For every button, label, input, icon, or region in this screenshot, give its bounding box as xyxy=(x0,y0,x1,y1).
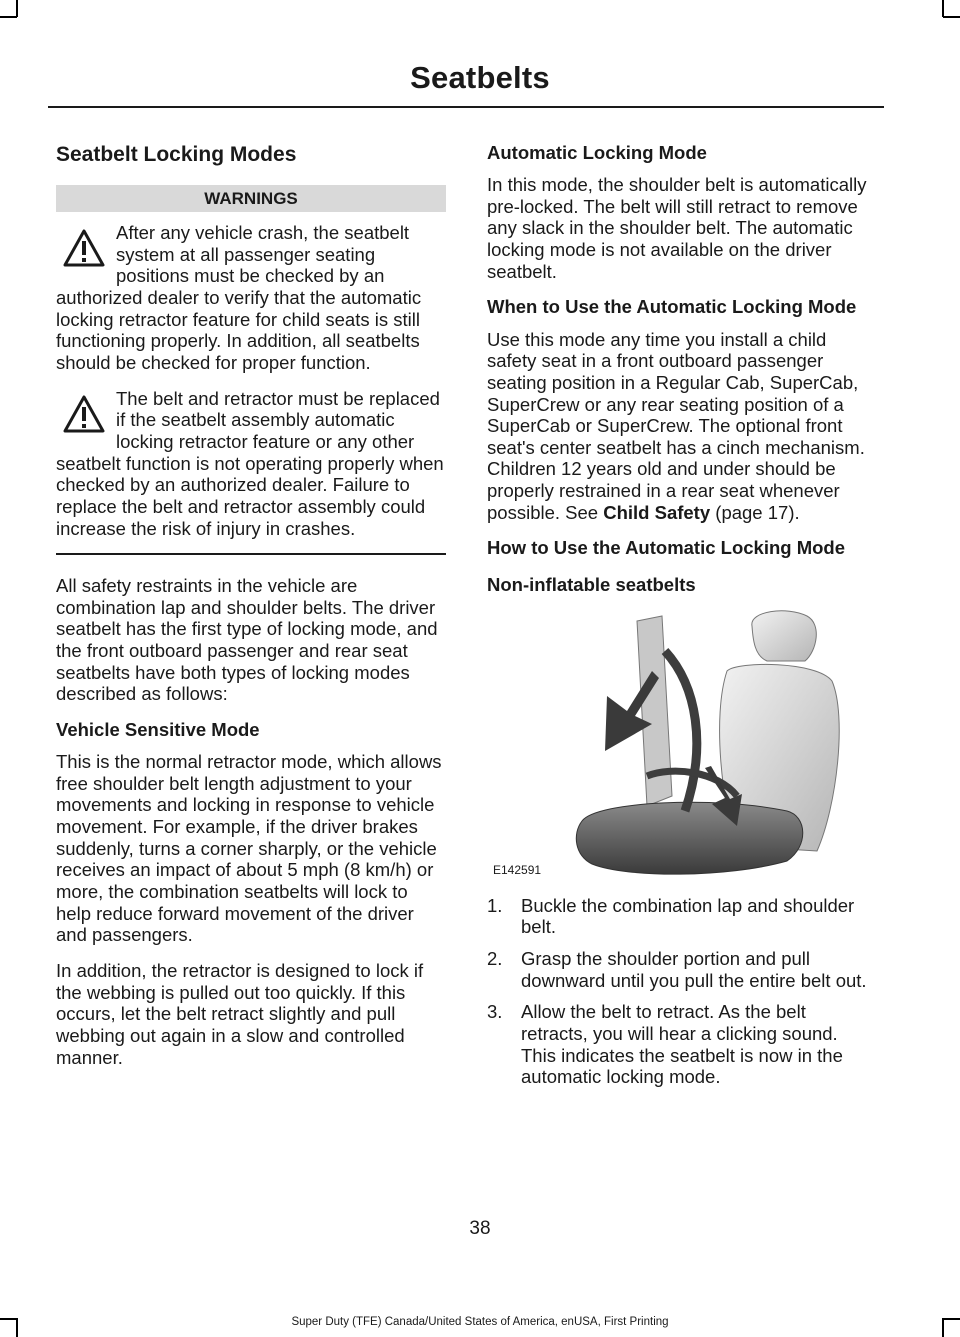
header-rule xyxy=(48,106,884,108)
list-item: 2. Grasp the shoulder portion and pull downward until you pull the entire belt out. xyxy=(487,948,867,991)
warning-2 xyxy=(56,388,446,539)
crop-mark xyxy=(943,16,960,18)
vsm-heading: Vehicle Sensitive Mode xyxy=(56,719,260,740)
page-ref: (page 17). xyxy=(710,501,800,523)
when-heading: When to Use the Automatic Locking Mode xyxy=(487,296,857,318)
seatbelt-illustration xyxy=(487,606,877,881)
right-column xyxy=(487,142,877,1098)
crop-mark xyxy=(0,16,17,18)
list-item: 3. Allow the belt to retract. As the belt retracts, you will hear a clicking sound. This indicates the seatbelt is now in the automatic locking mode. xyxy=(487,1001,843,1088)
crop-mark xyxy=(942,0,944,17)
section-heading: Seatbelt Locking Modes xyxy=(56,143,297,166)
when-paragraph xyxy=(487,329,877,524)
warning-triangle-icon xyxy=(62,228,106,268)
list-item: 1. Buckle the combination lap and shoulder belt. xyxy=(487,894,855,938)
figure-label: E142591 xyxy=(493,862,542,877)
left-column xyxy=(56,142,446,1082)
warning-text: After any vehicle crash, the seatbelt system at all passenger seating positions must be checked by an authorized dealer to verify that the automatic locking retractor feature for child seats is still functioning properly. In addition, all seatbelts should be checked for proper function. xyxy=(56,222,422,374)
footer-text: Super Duty (TFE) Canada/United States of America, enUSA, First Printing xyxy=(291,1316,669,1328)
warnings-end-rule xyxy=(56,553,446,555)
crop-mark xyxy=(16,0,18,17)
intro-paragraph: All safety restraints in the vehicle are combination lap and shoulder belts. The driver seatbelt has the first type of locking mode, and the front outboard passenger and rear seat seatbelts have both types of locking modes described as follows: xyxy=(56,575,438,705)
warnings-banner: WARNINGS xyxy=(56,185,446,212)
alm-paragraph: In this mode, the shoulder belt is automatically pre-locked. The belt will still retract to remove any slack in the shoulder belt. The automatic locking mode is not available on the driver seatbelt. xyxy=(487,174,867,282)
when-text: Use this mode any time you install a child safety seat in a front outboard passenger seating position in a Regular Cab, SuperCab, SuperCrew or any rear seating position of a SuperCab or SuperCrew. The optional front seat's center seatbelt has a cinch mechanism. Children 12 years old and under should be properly restrained in a rear seat whenever possible. See xyxy=(487,328,865,523)
warning-1 xyxy=(56,222,446,373)
alm-heading: Automatic Locking Mode xyxy=(487,142,707,163)
noninflatable-heading: Non-inflatable seatbelts xyxy=(487,573,696,595)
seat-illustration-icon xyxy=(487,606,877,881)
child-safety-link[interactable]: Child Safety xyxy=(603,501,711,523)
steps-list xyxy=(487,895,877,1088)
vsm-paragraph-1: This is the normal retractor mode, which allows free shoulder belt length adjustment to your movements and locking in response to vehicle movement. For example, if the driver brakes suddenly, turns a corner sharply, or the vehicle receives an impact of about 5 mph (8 km/h) or more, the combination seatbelts will lock to help reduce forward movement of the driver and passengers. xyxy=(56,751,442,946)
page-number: 38 xyxy=(469,1218,491,1239)
warning-triangle-icon xyxy=(62,394,106,434)
vsm-paragraph-2: In addition, the retractor is designed to lock if the webbing is pulled out too quickly. If this occurs, let the belt retract slightly and pull webbing out again in a slow and controlled manner. xyxy=(56,959,424,1068)
warning-text: The belt and retractor must be replaced if the seatbelt assembly automatic locking retractor feature or any other seatbelt function is not operating properly when checked by an authorized dealer. Failure to replace the belt and retractor assembly could increase the risk of injury in crashes. xyxy=(56,387,444,539)
page-title: Seatbelts xyxy=(410,60,550,95)
how-heading: How to Use the Automatic Locking Mode xyxy=(487,537,846,559)
